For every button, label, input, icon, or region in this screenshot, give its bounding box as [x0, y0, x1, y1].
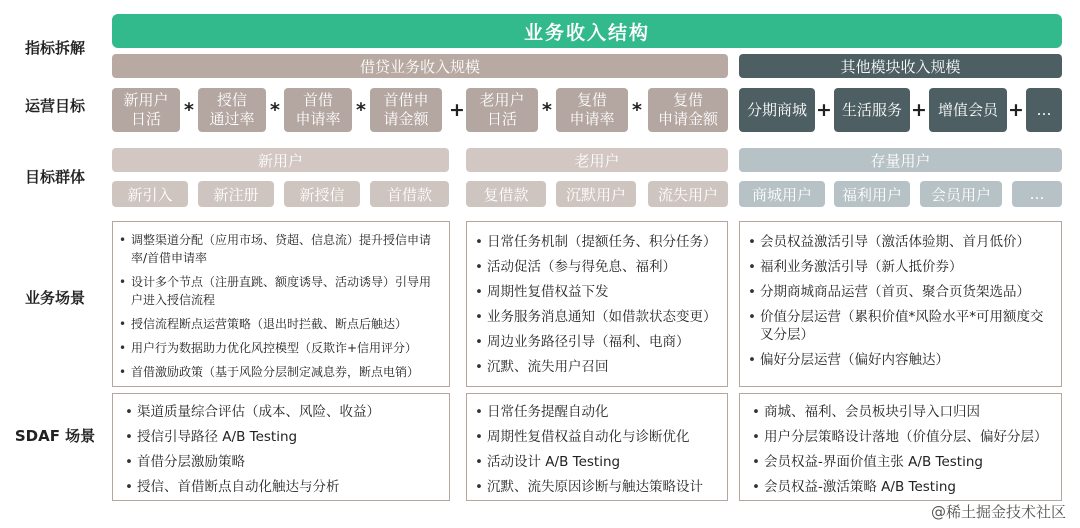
op-target-box: 分期商城	[739, 88, 815, 132]
sdaf-scenario-item: • 授信引导路径 A/B Testing	[123, 426, 443, 449]
other-revenue-header: 其他模块收入规模	[739, 54, 1062, 78]
group-header-new: 新用户	[112, 148, 449, 172]
op-target-box: 增值会员	[929, 88, 1007, 132]
op-target-box: …	[1026, 88, 1062, 132]
business-panel-new	[112, 221, 450, 387]
business-scenario-item: • 活动促活（参与得免息、福利）	[473, 258, 721, 276]
plus-operator: +	[816, 99, 832, 121]
business-scenario-item: • 日常任务机制（提额任务、积分任务）	[473, 233, 721, 251]
business-scenario-item: • 分期商城商品运营（首页、聚合页货架选品）	[746, 283, 1055, 301]
sdaf-scenario-item: • 沉默、流失原因诊断与触达策略设计	[473, 476, 721, 499]
business-scenario-item: • 首借激励政策（基于风险分层制定减息券，断点电销）	[117, 363, 441, 381]
watermark: @稀土掘金技术社区	[930, 503, 1066, 521]
row-label-sdaf: SDAF 场景	[14, 427, 96, 445]
sdaf-scenario-item: • 会员权益-界面价值主张 A/B Testing	[750, 451, 1055, 474]
multiply-operator: *	[184, 99, 194, 121]
plus-operator: +	[911, 99, 927, 121]
business-panel-stock	[739, 221, 1062, 387]
sdaf-scenario-item: • 用户分层策略设计落地（价值分层、偏好分层）	[750, 426, 1055, 449]
group-item-stock: 福利用户	[834, 181, 910, 207]
sdaf-scenario-item: • 周期性复借权益自动化与诊断优化	[473, 426, 721, 449]
multiply-operator: *	[632, 99, 642, 121]
business-scenario-item: • 周边业务路径引导（福利、电商）	[473, 333, 721, 351]
business-scenario-item: • 价值分层运营（累积价值*风险水平*可用额度交叉分层）	[746, 308, 1055, 344]
op-target-box: 首借 申请率	[284, 88, 352, 132]
group-item-old: 流失用户	[648, 181, 728, 207]
group-header-old: 老用户	[466, 148, 728, 172]
business-scenario-item: • 设计多个节点（注册直跳、额度诱导、活动诱导）引导用户进入授信流程	[117, 273, 441, 309]
business-scenario-item: • 用户行为数据助力优化风控模型（反欺诈+信用评分）	[117, 339, 441, 357]
sdaf-scenario-item: • 渠道质量综合评估（成本、风险、收益）	[123, 401, 443, 424]
business-scenario-item: • 授信流程断点运营策略（退出时拦截、断点后触达）	[117, 315, 441, 333]
op-target-box: 生活服务	[834, 88, 910, 132]
group-item-new: 新引入	[112, 181, 188, 207]
sdaf-scenario-item: • 会员权益-激活策略 A/B Testing	[750, 476, 1055, 499]
row-label-ops: 运营目标	[24, 97, 85, 115]
sdaf-panel-stock	[739, 393, 1062, 501]
sdaf-scenario-item: • 日常任务提醒自动化	[473, 401, 721, 424]
plus-operator: +	[449, 99, 465, 121]
business-scenario-item: • 调整渠道分配（应用市场、贷超、信息流）提升授信申请率/首借申请率	[117, 231, 441, 267]
op-target-box: 授信 通过率	[198, 88, 266, 132]
business-scenario-item: • 偏好分层运营（偏好内容触达）	[746, 351, 1055, 369]
row-label-business: 业务场景	[24, 289, 85, 307]
op-target-box: 老用户 日活	[466, 88, 538, 132]
op-target-box: 新用户 日活	[112, 88, 180, 132]
multiply-operator: *	[356, 99, 366, 121]
sdaf-scenario-item: • 商城、福利、会员板块引导入口归因	[750, 401, 1055, 424]
loan-revenue-header: 借贷业务收入规模	[112, 54, 728, 78]
sdaf-scenario-item: • 首借分层激励策略	[123, 451, 443, 474]
group-item-old: 沉默用户	[556, 181, 636, 207]
group-header-stock: 存量用户	[739, 148, 1062, 172]
sdaf-scenario-item: • 活动设计 A/B Testing	[473, 451, 721, 474]
sdaf-scenario-item: • 授信、首借断点自动化触达与分析	[123, 476, 443, 499]
op-target-box: 复借 申请率	[556, 88, 628, 132]
group-item-new: 新注册	[198, 181, 274, 207]
business-scenario-item: • 周期性复借权益下发	[473, 283, 721, 301]
group-item-new: 新授信	[284, 181, 360, 207]
sdaf-panel-new	[112, 393, 450, 501]
business-scenario-item: • 沉默、流失用户召回	[473, 358, 721, 376]
multiply-operator: *	[542, 99, 552, 121]
group-item-stock: 商城用户	[739, 181, 825, 207]
revenue-structure-title: 业务收入结构	[112, 14, 1062, 48]
business-scenario-item: • 福利业务激活引导（新人抵价券）	[746, 258, 1055, 276]
row-label-metrics: 指标拆解	[24, 39, 85, 57]
group-item-stock: …	[1012, 181, 1062, 207]
row-label-groups: 目标群体	[24, 168, 85, 186]
business-panel-old	[466, 221, 728, 387]
group-item-stock: 会员用户	[920, 181, 1002, 207]
sdaf-panel-old	[466, 393, 728, 501]
plus-operator: +	[1008, 99, 1024, 121]
op-target-box: 复借 申请金额	[648, 88, 728, 132]
business-scenario-item: • 业务服务消息通知（如借款状态变更）	[473, 308, 721, 326]
business-scenario-item: • 会员权益激活引导（激活体验期、首月低价）	[746, 233, 1055, 251]
group-item-new: 首借款	[370, 181, 449, 207]
multiply-operator: *	[270, 99, 280, 121]
group-item-old: 复借款	[466, 181, 546, 207]
op-target-box: 首借申 请金额	[370, 88, 442, 132]
